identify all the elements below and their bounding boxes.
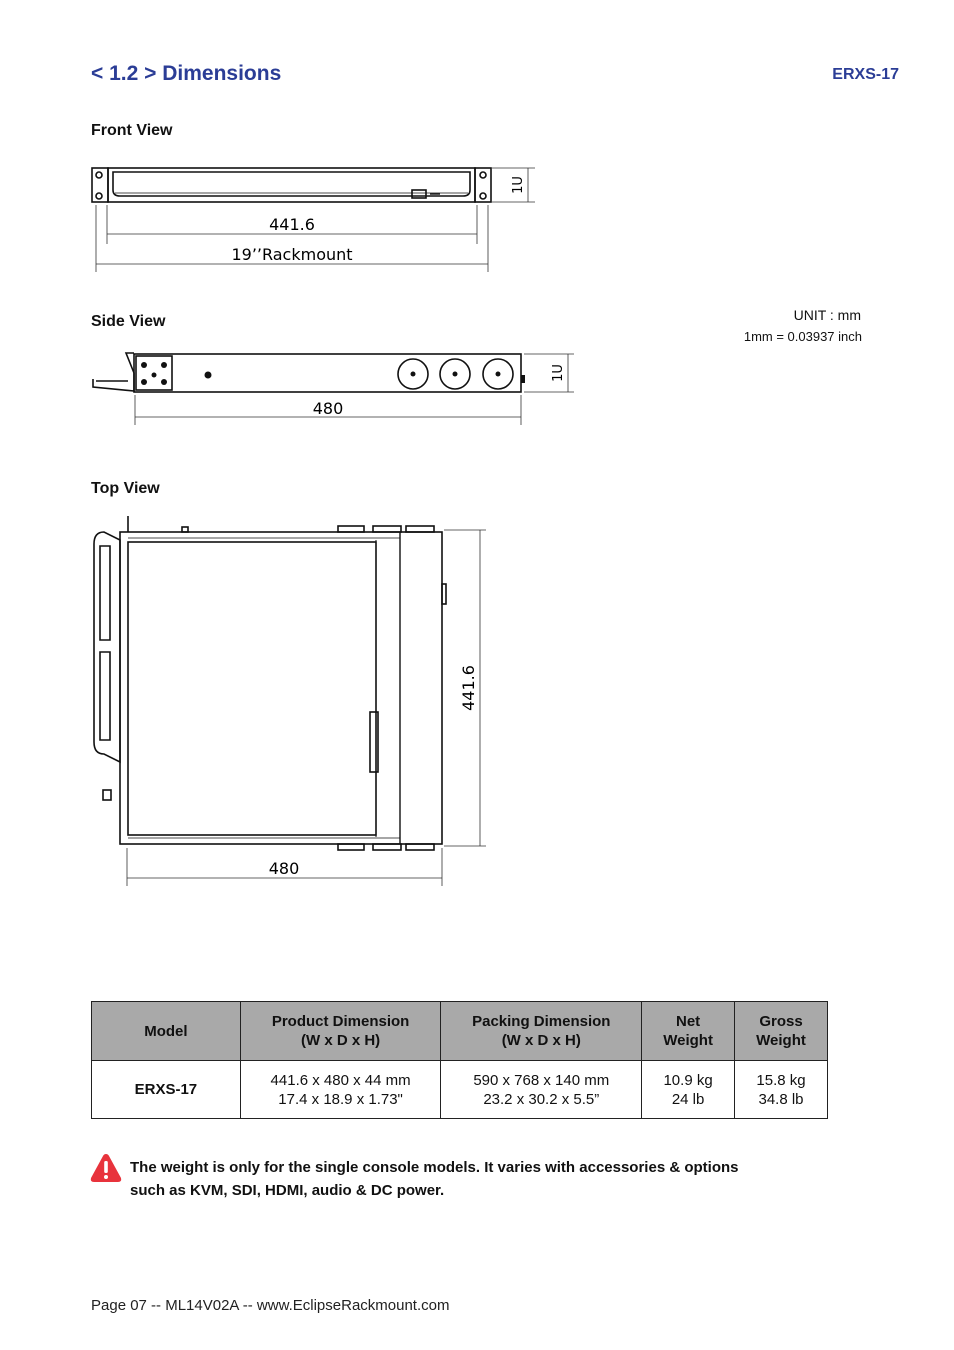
top-chassis: [120, 532, 442, 844]
side-view-drawing: [88, 345, 583, 430]
front-dim-height: 1U: [511, 176, 526, 194]
table-header-row: [92, 1002, 828, 1061]
page-footer: Page 07 -- ML14V02A -- www.EclipseRackmount.com: [91, 1297, 450, 1314]
side-view-label: Side View: [91, 313, 166, 330]
unit-conversion: 1mm = 0.03937 inch: [743, 329, 862, 344]
front-chassis: [108, 168, 475, 202]
page-title: < 1.2 > Dimensions: [91, 62, 282, 85]
spec-table: [91, 1001, 828, 1119]
side-dim-height: 1U: [551, 364, 566, 382]
front-view-drawing: [85, 160, 550, 280]
top-dim-depth: 441.6: [459, 665, 478, 711]
header-net-weight: Net Weight: [642, 1002, 735, 1061]
header-product-dimension: Product Dimension (W x D x H): [240, 1002, 441, 1061]
front-led-indicator: [412, 190, 426, 198]
header-packing-dimension: Packing Dimension (W x D x H): [441, 1002, 642, 1061]
header-model: Model: [92, 1002, 241, 1061]
warning-triangle-icon: [90, 1153, 122, 1183]
side-disk-1: [398, 359, 428, 389]
side-disk-2: [440, 359, 470, 389]
front-left-ear: [92, 168, 108, 202]
front-right-ear: [475, 168, 491, 202]
unit-label: UNIT : mm: [793, 307, 861, 323]
front-dim-width: 441.6: [269, 215, 315, 234]
top-lcd-panel: [128, 542, 376, 835]
side-dim-depth: 480: [312, 399, 344, 418]
side-disk-3: [483, 359, 513, 389]
cell-packing-dimension: 590 x 768 x 140 mm 23.2 x 30.2 x 5.5”: [441, 1061, 642, 1119]
top-handle: [94, 532, 120, 762]
front-view-label: Front View: [91, 122, 173, 139]
top-view-label: Top View: [91, 480, 160, 497]
top-dim-width: 480: [268, 859, 300, 878]
cell-net-weight: 10.9 kg 24 lb: [642, 1061, 735, 1119]
warning-note: The weight is only for the single console models. It varies with accessories & options such as KVM, SDI, HDMI, audio & DC power.: [130, 1159, 739, 1199]
top-view-drawing: [88, 512, 493, 890]
header-gross-weight: Gross Weight: [735, 1002, 828, 1061]
side-handle: [93, 353, 134, 391]
cell-product-dimension: 441.6 x 480 x 44 mm 17.4 x 18.9 x 1.73": [240, 1061, 441, 1119]
front-dim-rack: 19’’Rackmount: [231, 245, 353, 264]
table-row: [92, 1061, 828, 1119]
cell-model: ERXS-17: [92, 1061, 241, 1119]
model-tag: ERXS-17: [832, 66, 899, 83]
cell-gross-weight: 15.8 kg 34.8 lb: [735, 1061, 828, 1119]
